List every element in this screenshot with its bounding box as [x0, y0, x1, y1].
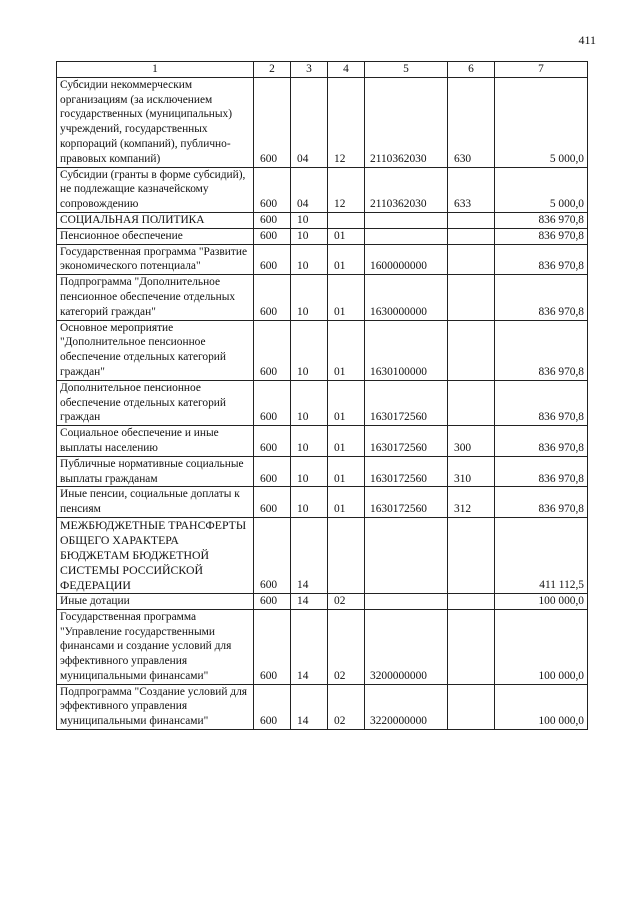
row-col-4: 01: [328, 275, 365, 320]
row-col-3: 10: [291, 487, 328, 518]
row-col-2: 600: [254, 684, 291, 729]
row-col-2: 600: [254, 456, 291, 487]
row-col-6: [448, 212, 495, 228]
table-row: [57, 456, 588, 487]
row-col-7: 836 970,8: [495, 228, 588, 244]
row-col-6: 310: [448, 456, 495, 487]
row-col-2: 600: [254, 212, 291, 228]
row-col-6: [448, 228, 495, 244]
row-col-5: 1630172560: [365, 456, 448, 487]
row-col-4: [328, 212, 365, 228]
row-col-7: 100 000,0: [495, 609, 588, 684]
row-col-2: 600: [254, 609, 291, 684]
row-col-5: [365, 593, 448, 609]
table-row: [57, 212, 588, 228]
row-name: Основное мероприятие "Дополнительное пенсионное обеспечение отдельных категорий граждан": [57, 320, 254, 380]
row-col-4: 01: [328, 228, 365, 244]
row-col-4: [328, 517, 365, 593]
header-col-1: 1: [57, 62, 254, 78]
header-row: [57, 62, 588, 78]
row-col-3: 10: [291, 456, 328, 487]
row-col-6: [448, 593, 495, 609]
page-number: 411: [578, 33, 596, 47]
header-col-2: 2: [254, 62, 291, 78]
budget-table: [56, 61, 588, 730]
row-name: МЕЖБЮДЖЕТНЫЕ ТРАНСФЕРТЫ ОБЩЕГО ХАРАКТЕРА БЮДЖЕТАМ БЮДЖЕТНОЙ СИСТЕМЫ РОССИЙСКОЙ ФЕДЕРАЦИИ: [57, 517, 254, 593]
row-col-5: 1630172560: [365, 487, 448, 518]
row-name: Субсидии некоммерческим организациям (за исключением государственных (муниципальных) учреждений, государственных корпораций (компаний), публично-правовых компаний): [57, 77, 254, 167]
row-col-7: 5 000,0: [495, 167, 588, 212]
row-col-2: 600: [254, 320, 291, 380]
row-col-4: 01: [328, 487, 365, 518]
table-row: [57, 320, 588, 380]
row-col-3: 14: [291, 517, 328, 593]
row-name: Подпрограмма "Создание условий для эффективного управления муниципальными финансами": [57, 684, 254, 729]
row-col-6: [448, 609, 495, 684]
row-col-4: 01: [328, 426, 365, 457]
row-col-6: [448, 517, 495, 593]
row-col-7: 836 970,8: [495, 320, 588, 380]
row-col-3: 10: [291, 244, 328, 275]
table-row: [57, 593, 588, 609]
table-row: [57, 684, 588, 729]
row-name: Социальное обеспечение и иные выплаты населению: [57, 426, 254, 457]
table-row: [57, 275, 588, 320]
row-name: Государственная программа "Управление государственными финансами и создание условий для эффективного управления муниципальными финансами": [57, 609, 254, 684]
row-col-2: 600: [254, 426, 291, 457]
row-col-2: 600: [254, 77, 291, 167]
row-col-3: 10: [291, 275, 328, 320]
row-col-5: 3220000000: [365, 684, 448, 729]
row-col-5: [365, 212, 448, 228]
row-col-5: 1630172560: [365, 426, 448, 457]
row-col-5: 1600000000: [365, 244, 448, 275]
row-col-7: 836 970,8: [495, 244, 588, 275]
header-col-7: 7: [495, 62, 588, 78]
row-col-5: 2110362030: [365, 77, 448, 167]
row-name: Подпрограмма "Дополнительное пенсионное обеспечение отдельных категорий граждан": [57, 275, 254, 320]
row-col-6: [448, 244, 495, 275]
row-col-2: 600: [254, 275, 291, 320]
header-col-3: 3: [291, 62, 328, 78]
row-name: Субсидии (гранты в форме субсидий), не подлежащие казначейскому сопровождению: [57, 167, 254, 212]
row-col-3: 10: [291, 380, 328, 425]
row-col-7: 411 112,5: [495, 517, 588, 593]
row-col-2: 600: [254, 244, 291, 275]
row-col-2: 600: [254, 517, 291, 593]
row-name: Иные дотации: [57, 593, 254, 609]
row-col-2: 600: [254, 593, 291, 609]
row-col-3: 14: [291, 593, 328, 609]
row-col-3: 04: [291, 77, 328, 167]
row-col-4: 01: [328, 244, 365, 275]
table-row: [57, 380, 588, 425]
row-col-2: 600: [254, 167, 291, 212]
row-col-2: 600: [254, 228, 291, 244]
table-row: [57, 426, 588, 457]
row-col-6: 312: [448, 487, 495, 518]
table-row: [57, 77, 588, 167]
header-col-5: 5: [365, 62, 448, 78]
row-col-3: 10: [291, 228, 328, 244]
row-col-4: 01: [328, 320, 365, 380]
row-col-7: 836 970,8: [495, 456, 588, 487]
row-col-5: 3200000000: [365, 609, 448, 684]
row-col-7: 836 970,8: [495, 380, 588, 425]
row-col-7: 836 970,8: [495, 426, 588, 457]
header-col-4: 4: [328, 62, 365, 78]
row-col-4: 01: [328, 380, 365, 425]
row-col-3: 14: [291, 609, 328, 684]
row-col-4: 02: [328, 684, 365, 729]
row-name: Публичные нормативные социальные выплаты гражданам: [57, 456, 254, 487]
row-col-3: 10: [291, 212, 328, 228]
row-col-7: 836 970,8: [495, 487, 588, 518]
row-col-6: 300: [448, 426, 495, 457]
row-col-6: 633: [448, 167, 495, 212]
row-col-3: 14: [291, 684, 328, 729]
row-col-2: 600: [254, 380, 291, 425]
row-col-6: [448, 684, 495, 729]
row-name: Пенсионное обеспечение: [57, 228, 254, 244]
row-col-4: 01: [328, 456, 365, 487]
table-row: [57, 517, 588, 593]
row-col-3: 10: [291, 426, 328, 457]
header-col-6: 6: [448, 62, 495, 78]
table-row: [57, 244, 588, 275]
row-col-4: 12: [328, 77, 365, 167]
row-col-7: 5 000,0: [495, 77, 588, 167]
row-col-3: 04: [291, 167, 328, 212]
row-col-5: [365, 228, 448, 244]
table-row: [57, 609, 588, 684]
row-col-5: 1630172560: [365, 380, 448, 425]
row-name: Государственная программа "Развитие экономического потенциала": [57, 244, 254, 275]
row-col-4: 02: [328, 609, 365, 684]
row-col-3: 10: [291, 320, 328, 380]
row-col-6: 630: [448, 77, 495, 167]
row-name: Иные пенсии, социальные доплаты к пенсиям: [57, 487, 254, 518]
row-col-5: 1630100000: [365, 320, 448, 380]
row-name: Дополнительное пенсионное обеспечение отдельных категорий граждан: [57, 380, 254, 425]
table-row: [57, 167, 588, 212]
row-col-7: 100 000,0: [495, 593, 588, 609]
row-name: СОЦИАЛЬНАЯ ПОЛИТИКА: [57, 212, 254, 228]
row-col-7: 100 000,0: [495, 684, 588, 729]
row-col-7: 836 970,8: [495, 275, 588, 320]
row-col-2: 600: [254, 487, 291, 518]
row-col-5: 2110362030: [365, 167, 448, 212]
table-row: [57, 487, 588, 518]
row-col-6: [448, 380, 495, 425]
row-col-4: 02: [328, 593, 365, 609]
row-col-6: [448, 320, 495, 380]
row-col-6: [448, 275, 495, 320]
row-col-5: 1630000000: [365, 275, 448, 320]
table-row: [57, 228, 588, 244]
row-col-5: [365, 517, 448, 593]
row-col-7: 836 970,8: [495, 212, 588, 228]
row-col-4: 12: [328, 167, 365, 212]
